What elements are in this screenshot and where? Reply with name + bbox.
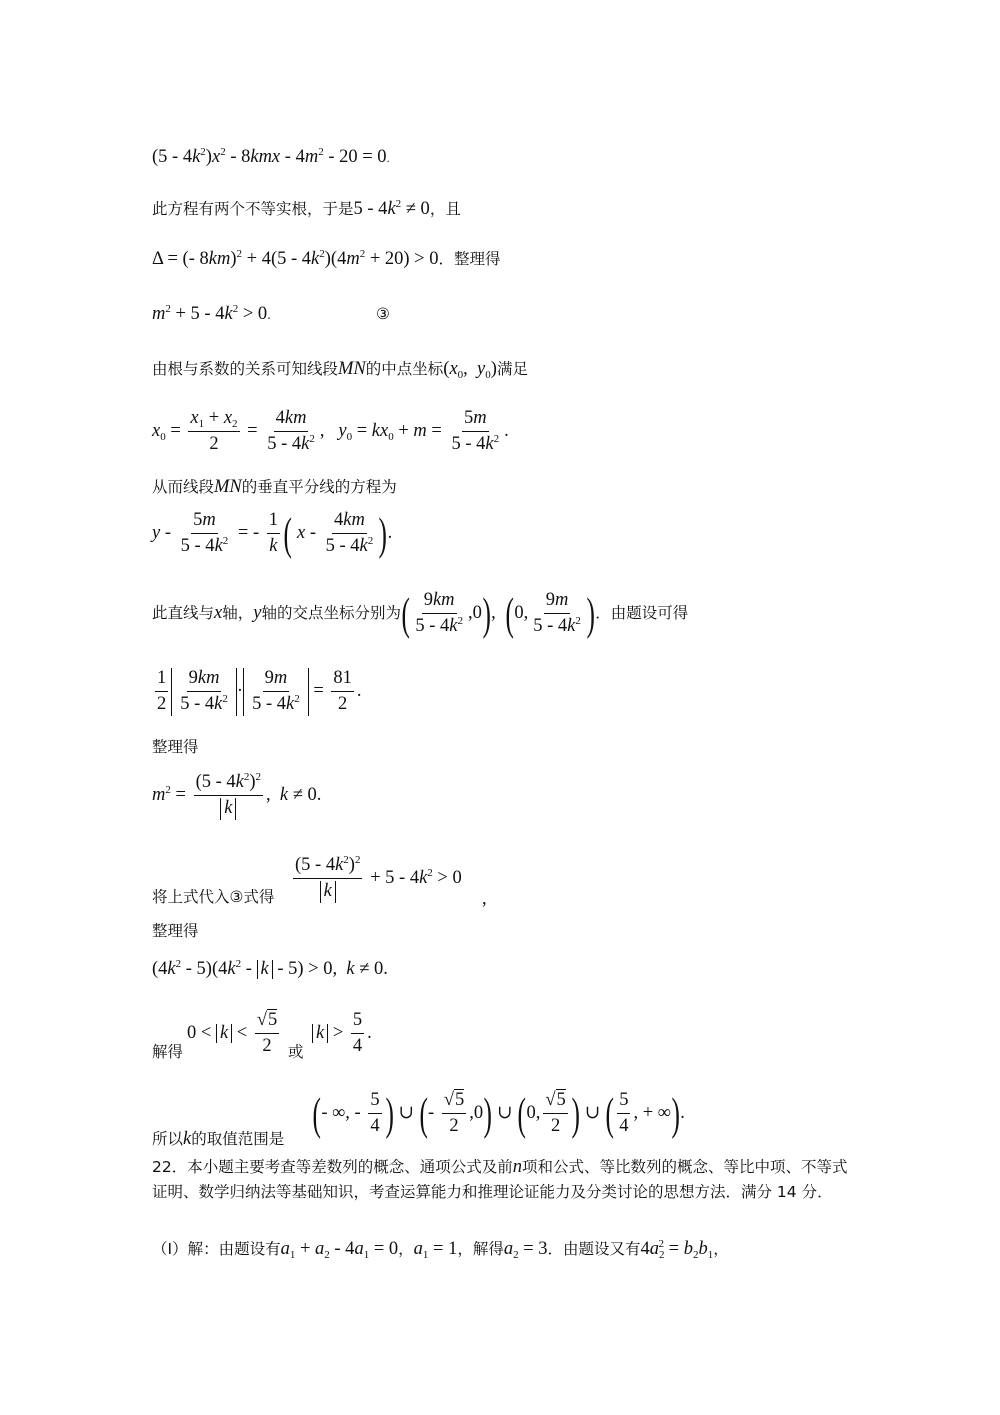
- equation-quadratic: $(5 - 4k^2)x^2 - 8kmx - 4m^2 - 20 = 0$.: [152, 146, 390, 167]
- equation-area: $\frac{1}{2}$ $\frac{9km}{5 - 4k^2}$ · $\frac{9m}{5 - 4k^2}$ = $\frac{81}{2}$ .: [157, 668, 362, 715]
- question-22-intro: 22．本小题主要考查等差数列的概念、通项公式及前n项和公式、等比数列的概念、等比中项、不等式证明、数学归纳法等基础知识，考查运算能力和推理论证能力及分类讨论的思想方法．满分 14 分．: [152, 1157, 848, 1201]
- equation-midpoint: $x_0$ = $\frac{x_1 + x_2}{2}$ = $\frac{4km}{5 - 4k^2}$ , $y_0 = kx_0 + m$ = $\frac{5m}{5 - 4k^2}$ .: [152, 408, 509, 455]
- equation-discriminant: Δ = (- $8km)^2 + 4(5 - 4k^2)(4m^2 + 20) > 0$．整理得: [152, 248, 501, 269]
- equation-m-squared: $m^2$ = $\frac{(5 - 4k^2)^2}{k}$ , k ≠ 0.: [152, 771, 322, 819]
- label-zhengli-2: 整理得: [152, 922, 199, 940]
- equation-factored: $(4k^2 - 5)(4k^2 - k - 5) > 0$, k ≠ 0.: [152, 958, 388, 979]
- equation-perp-bisector: y - $\frac{5m}{5 - 4k^2}$ = - $\frac{1}{k}$ ( x - $\frac{4km}{5 - 4k^2}$ ).: [152, 507, 393, 559]
- label-zhengli-1: 整理得: [152, 738, 199, 756]
- line-intercepts: 此直线与x轴，y轴的交点坐标分别为( $\frac{9km}{5 - 4k^2}$ ,0), (0, $\frac{9m}{5 - 4k^2}$ )．由题设可得: [152, 587, 689, 639]
- line-solution: 解得 0 < k < $\frac{√5}{2}$ 或 k > $\frac{5}{4}$ .: [152, 1010, 372, 1061]
- line-perp-bisector: 从而线段MN的垂直平分线的方程为: [152, 477, 397, 497]
- line-range: 所以k的取值范围是 (- ∞, - $\frac{5}{4}$ ) ∪ (- $\frac{√5}{2}$ ,0) ∪ (0, $\frac{√5}{2}$ ) ∪ ( $\frac{5}{4}$ , + ∞).: [152, 1087, 685, 1149]
- line-part-1: （Ⅰ）解：由题设有$a_1 + a_2 - 4a_1 = 0$，$a_1 = 1$，解得$a_2 = 3$．由题设又有$4a_2^2 = b_2b_1$，: [152, 1238, 729, 1261]
- line-two-roots: 此方程有两个不等实根，于是$5 - 4k^2 \ne 0$，且: [152, 198, 461, 219]
- equation-3: $m^2 + 5 - 4k^2 > 0$. ③: [152, 303, 390, 324]
- line-substitute: 将上式代入③式得 $\frac{(5 - 4k^2)^2}{k}$ + $5 - 4k^2 > 0$ ,: [152, 854, 487, 909]
- line-midpoint: 由根与系数的关系可知线段MN的中点坐标($x_0$, $y_0$)满足: [152, 359, 528, 381]
